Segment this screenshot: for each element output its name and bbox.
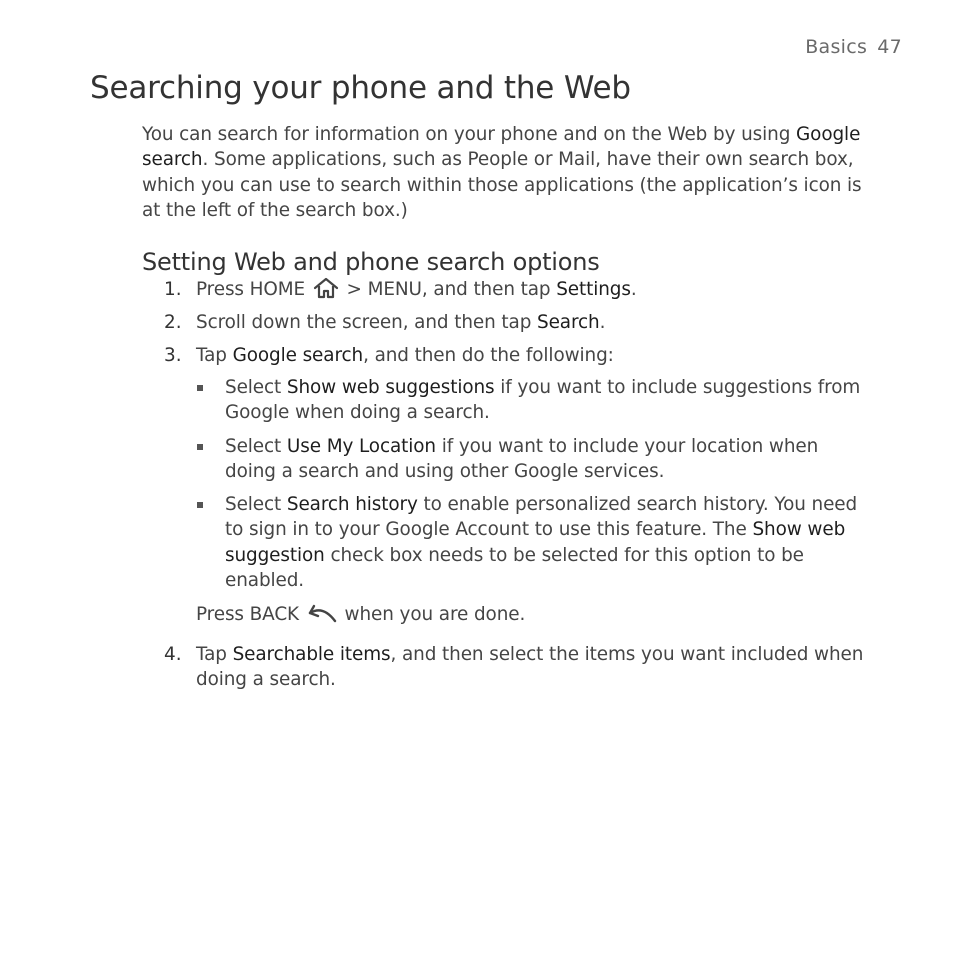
show-web-suggestion-term: Show web suggestion bbox=[225, 519, 846, 566]
use-my-location-term: Use My Location bbox=[286, 436, 436, 457]
section-subtitle: Setting Web and phone search options bbox=[142, 248, 600, 276]
step-number-3: 3. bbox=[164, 345, 182, 366]
running-header bbox=[805, 36, 902, 58]
bullet-3-text-2: to enable personalized search history. You need to sign in to your Google Account to use this feature. The bbox=[225, 494, 858, 541]
back-arrow-icon bbox=[307, 604, 337, 631]
step-number-4: 4. bbox=[164, 644, 182, 665]
google-search-term: Google search bbox=[232, 345, 364, 366]
step-1-text: Press HOME bbox=[196, 279, 311, 300]
bullet-marker-1 bbox=[197, 385, 203, 391]
intro-paragraph bbox=[142, 122, 862, 223]
step-1-text-3: . bbox=[630, 279, 637, 300]
bullet-1-text: Select bbox=[225, 377, 287, 398]
bullet-3-text-3: check box needs to be selected for this option to be enabled. bbox=[225, 544, 804, 592]
page-number: 47 bbox=[877, 36, 902, 58]
step-3 bbox=[196, 343, 866, 368]
bullet-marker-2 bbox=[197, 444, 203, 450]
step-number-2: 2. bbox=[164, 312, 182, 333]
intro-text-continued: . Some applications, such as People or Mail, have their own search box, which you can use to search within those applications (the application’s icon is at the left of the search box.) bbox=[142, 149, 862, 221]
search-term: Search bbox=[537, 312, 600, 333]
intro-text: You can search for information on your phone and on the Web by using bbox=[142, 124, 797, 145]
press-back-text-2: when you are done. bbox=[338, 604, 526, 625]
intro-google-search-term: Google search bbox=[142, 124, 861, 171]
bullet-2-text: Select bbox=[225, 436, 287, 457]
step-2 bbox=[196, 310, 866, 335]
bullet-item-3 bbox=[225, 492, 865, 594]
bullet-item-2 bbox=[225, 434, 865, 485]
step-2-text-2: . bbox=[599, 312, 606, 333]
bullet-2-text-2: if you want to include your location when doing a search and using other Google services. bbox=[225, 436, 819, 483]
page-title: Searching your phone and the Web bbox=[90, 70, 631, 106]
step-number-1: 1. bbox=[164, 279, 182, 300]
searchable-items-term: Searchable items bbox=[232, 644, 391, 665]
press-back-text: Press BACK bbox=[196, 604, 305, 625]
home-icon bbox=[313, 277, 339, 306]
step-4-text-2: , and then select the items you want included when doing a search. bbox=[196, 644, 864, 691]
bullet-marker-3 bbox=[197, 502, 203, 508]
show-web-suggestions-term: Show web suggestions bbox=[286, 377, 495, 398]
search-history-term: Search history bbox=[286, 494, 418, 515]
press-back-line bbox=[196, 602, 866, 631]
bullet-3-text: Select bbox=[225, 494, 287, 515]
step-4-text: Tap bbox=[196, 644, 233, 665]
step-4 bbox=[196, 642, 866, 693]
section-name: Basics bbox=[805, 36, 868, 58]
bullet-1-text-2: if you want to include suggestions from Google when doing a search. bbox=[225, 377, 861, 424]
step-3-text-2: , and then do the following: bbox=[363, 345, 614, 366]
step-3-text: Tap bbox=[196, 345, 233, 366]
step-1-text-2: > MENU, and then tap bbox=[340, 279, 557, 300]
settings-term: Settings bbox=[556, 279, 631, 300]
step-1 bbox=[196, 277, 866, 306]
bullet-item-1 bbox=[225, 375, 865, 426]
step-2-text: Scroll down the screen, and then tap bbox=[196, 312, 538, 333]
